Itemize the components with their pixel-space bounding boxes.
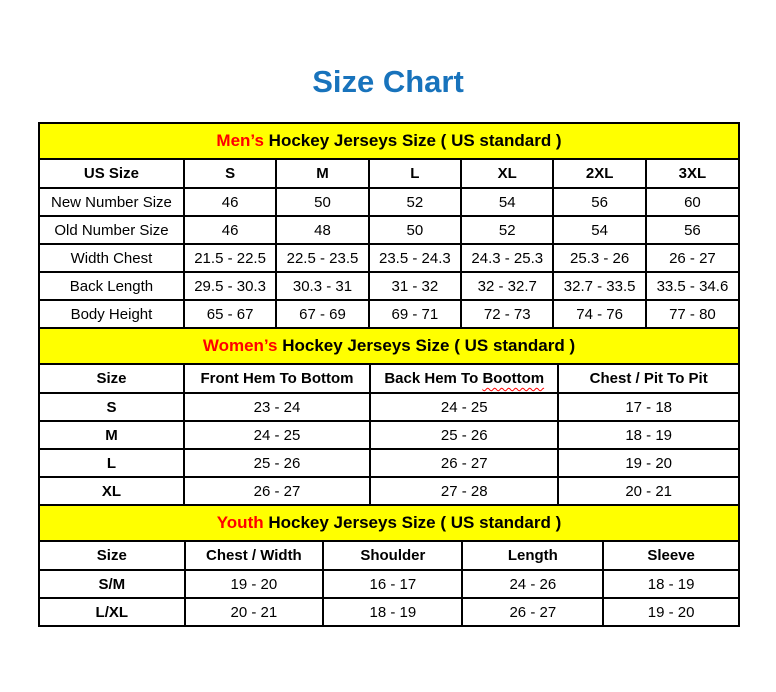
table-cell: 21.5 - 22.5	[184, 244, 276, 272]
misspelled-prefix: Back Hem To	[384, 370, 483, 387]
table-row	[39, 598, 739, 626]
row-label: XL	[39, 477, 184, 505]
table-cell: 50	[276, 188, 368, 216]
table-row	[39, 393, 739, 421]
column-header: Size	[39, 541, 185, 570]
table-cell: 69 - 71	[369, 300, 461, 328]
mens-band-row	[39, 123, 739, 159]
table-cell: 54	[553, 216, 645, 244]
table-cell: 24 - 25	[184, 421, 370, 449]
table-cell: 25.3 - 26	[553, 244, 645, 272]
table-cell: 19 - 20	[558, 449, 739, 477]
table-cell: 26 - 27	[370, 449, 558, 477]
table-cell: 60	[646, 188, 739, 216]
youth-band-title	[39, 505, 739, 541]
mens-header-row	[39, 159, 739, 188]
table-cell: 24 - 26	[462, 570, 603, 598]
table-row	[39, 188, 739, 216]
table-cell: 33.5 - 34.6	[646, 272, 739, 300]
table-cell: 23 - 24	[184, 393, 370, 421]
column-header-misspelled	[370, 364, 558, 393]
column-header: 2XL	[553, 159, 645, 188]
table-cell: 25 - 26	[184, 449, 370, 477]
column-header: Length	[462, 541, 603, 570]
table-cell: 16 - 17	[323, 570, 462, 598]
table-cell: 19 - 20	[185, 570, 324, 598]
column-header: 3XL	[646, 159, 739, 188]
table-cell: 17 - 18	[558, 393, 739, 421]
column-header: S	[184, 159, 276, 188]
table-cell: 24.3 - 25.3	[461, 244, 553, 272]
table-cell: 65 - 67	[184, 300, 276, 328]
mens-band-rest: Hockey Jerseys Size ( US standard )	[263, 131, 562, 150]
table-cell: 26 - 27	[184, 477, 370, 505]
table-cell: 72 - 73	[461, 300, 553, 328]
table-cell: 52	[369, 188, 461, 216]
table-row	[39, 216, 739, 244]
womens-band-title	[39, 328, 739, 364]
table-row	[39, 300, 739, 328]
table-cell: 50	[369, 216, 461, 244]
column-header: US Size	[39, 159, 184, 188]
table-cell: 20 - 21	[185, 598, 324, 626]
table-cell: 74 - 76	[553, 300, 645, 328]
table-cell: 26 - 27	[462, 598, 603, 626]
table-cell: 27 - 28	[370, 477, 558, 505]
column-header: L	[369, 159, 461, 188]
table-cell: 29.5 - 30.3	[184, 272, 276, 300]
row-label: L	[39, 449, 184, 477]
column-header: Front Hem To Bottom	[184, 364, 370, 393]
row-label: S/M	[39, 570, 185, 598]
table-cell: 67 - 69	[276, 300, 368, 328]
youth-header-row	[39, 541, 739, 570]
womens-band-accent: Women’s	[202, 336, 278, 355]
table-cell: 46	[184, 188, 276, 216]
row-label: Body Height	[39, 300, 184, 328]
size-tables	[38, 122, 740, 627]
table-row	[39, 272, 739, 300]
column-header: Chest / Pit To Pit	[558, 364, 739, 393]
table-cell: 48	[276, 216, 368, 244]
mens-band-title	[39, 123, 739, 159]
womens-band-rest: Hockey Jerseys Size ( US standard )	[277, 336, 576, 355]
mens-band-accent: Men’s	[216, 131, 264, 150]
row-label: L/XL	[39, 598, 185, 626]
table-cell: 32.7 - 33.5	[553, 272, 645, 300]
table-row	[39, 570, 739, 598]
row-label: S	[39, 393, 184, 421]
table-cell: 23.5 - 24.3	[369, 244, 461, 272]
youth-band-accent: Youth	[216, 513, 264, 532]
womens-size-table	[38, 327, 740, 506]
womens-header-row	[39, 364, 739, 393]
table-cell: 56	[553, 188, 645, 216]
page-title: Size Chart	[312, 64, 464, 99]
table-cell: 32 - 32.7	[461, 272, 553, 300]
table-row	[39, 477, 739, 505]
row-label: Width Chest	[39, 244, 184, 272]
womens-band-row	[39, 328, 739, 364]
table-cell: 25 - 26	[370, 421, 558, 449]
table-cell: 31 - 32	[369, 272, 461, 300]
column-header: Shoulder	[323, 541, 462, 570]
row-label: Old Number Size	[39, 216, 184, 244]
mens-size-table	[38, 122, 740, 329]
column-header: XL	[461, 159, 553, 188]
row-label: New Number Size	[39, 188, 184, 216]
table-cell: 56	[646, 216, 739, 244]
table-cell: 46	[184, 216, 276, 244]
table-cell: 18 - 19	[603, 570, 739, 598]
table-cell: 30.3 - 31	[276, 272, 368, 300]
table-cell: 20 - 21	[558, 477, 739, 505]
column-header: Sleeve	[603, 541, 739, 570]
table-cell: 54	[461, 188, 553, 216]
table-cell: 18 - 19	[323, 598, 462, 626]
youth-band-row	[39, 505, 739, 541]
column-header: Size	[39, 364, 184, 393]
column-header: M	[276, 159, 368, 188]
table-row	[39, 421, 739, 449]
table-cell: 77 - 80	[646, 300, 739, 328]
row-label: Back Length	[39, 272, 184, 300]
youth-band-rest: Hockey Jerseys Size ( US standard )	[263, 513, 562, 532]
table-cell: 24 - 25	[370, 393, 558, 421]
table-row	[39, 449, 739, 477]
table-cell: 18 - 19	[558, 421, 739, 449]
table-cell: 26 - 27	[646, 244, 739, 272]
table-cell: 19 - 20	[603, 598, 739, 626]
column-header: Chest / Width	[185, 541, 324, 570]
table-row	[39, 244, 739, 272]
youth-size-table	[38, 504, 740, 627]
row-label: M	[39, 421, 184, 449]
table-cell: 52	[461, 216, 553, 244]
table-cell: 22.5 - 23.5	[276, 244, 368, 272]
misspelled-word: Boottom	[482, 370, 545, 387]
